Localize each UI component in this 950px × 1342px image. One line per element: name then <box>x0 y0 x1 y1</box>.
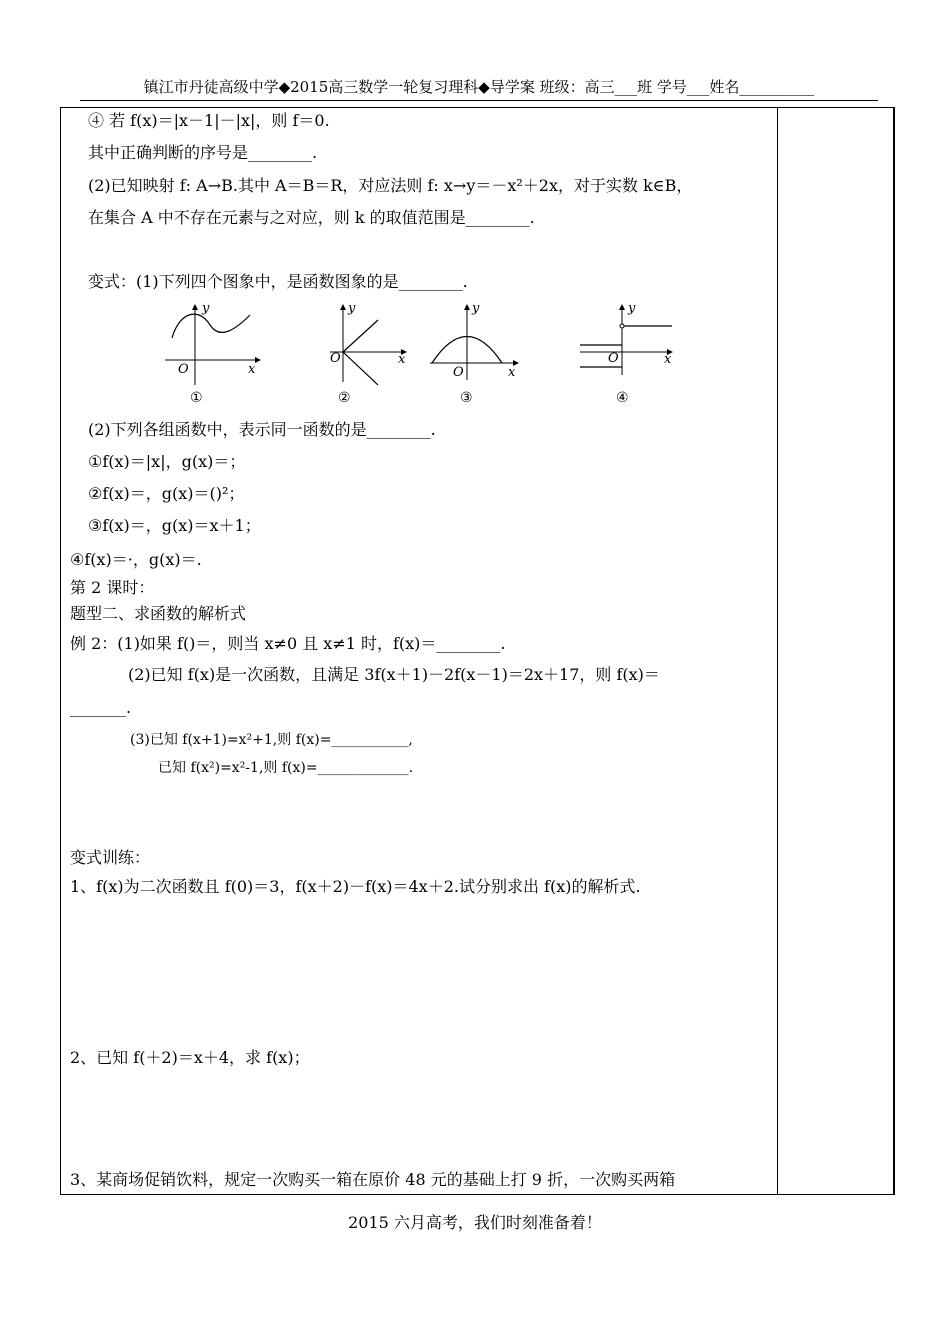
graph-2 <box>330 301 406 406</box>
practice-3: 3、某商场促销饮料，规定一次购买一箱在原价 48 元的基础上打 9 折，一次购买两箱 <box>70 1170 676 1189</box>
variant-2-question: (2)下列各组函数中，表示同一函数的是________. <box>88 420 436 439</box>
page-footer: 2015 六月高考，我们时刻准备着！ <box>348 1213 602 1232</box>
graph-3-x-label: x <box>508 365 516 380</box>
question-2-mapping: (2)已知映射 f: A→B.其中 A＝B＝R，对应法则 f: x→y＝－x²＋2x，对于实数 k∈B， <box>88 176 693 195</box>
question-2-continued: 在集合 A 中不存在元素与之对应，则 k 的取值范围是________. <box>88 208 535 227</box>
graph-1-label: ① <box>190 390 203 406</box>
practice-title: 变式训练： <box>70 848 151 867</box>
graph-4 <box>580 301 672 406</box>
function-graphs <box>150 300 690 412</box>
lesson-2-title: 第 2 课时： <box>70 578 155 597</box>
answer-prompt-1: 其中正确判断的序号是________. <box>88 143 318 162</box>
example-2-part-2: (2)已知 f(x)是一次函数，且满足 3f(x＋1)－2f(x－1)＝2x＋17，则 f(x)＝ <box>128 665 660 684</box>
option-3: ③f(x)＝，g(x)＝x＋1； <box>88 516 261 535</box>
example-2-part-2-blank: _______. <box>70 698 132 717</box>
option-4: ④f(x)＝·，g(x)＝. <box>70 550 202 569</box>
practice-1: 1、f(x)为二次函数且 f(0)＝3，f(x＋2)－f(x)＝4x＋2.试分别求出 f(x)的解析式. <box>70 877 641 896</box>
item-4-statement: ④ 若 f(x)＝|x－1|－|x|，则 f＝0. <box>88 111 330 130</box>
graph-2-origin: O <box>330 351 341 366</box>
graph-4-y-label: y <box>628 301 636 316</box>
example-2-part-3b: 已知 f(x²)=x²-1,则 f(x)=_____________. <box>158 760 414 776</box>
graph-1-origin: O <box>178 362 189 377</box>
example-2-part-1: 例 2：(1)如果 f()＝，则当 x≠0 且 x≠1 时，f(x)＝________. <box>70 634 506 653</box>
option-1: ①f(x)＝|x|，g(x)＝； <box>88 452 246 471</box>
graph-2-label: ② <box>338 390 351 406</box>
topic-title: 题型二、求函数的解析式 <box>70 604 247 623</box>
column-divider <box>777 107 778 1195</box>
page-header: 镇江市丹徒高级中学◆2015高三数学一轮复习理科◆导学案 班级：高三___班 学号___姓名__________ <box>80 76 878 101</box>
graph-3 <box>430 301 518 406</box>
graph-1-y-label: y <box>202 301 210 316</box>
graph-3-origin: O <box>453 365 464 380</box>
graph-3-label: ③ <box>460 390 473 406</box>
graph-2-y-label: y <box>348 301 356 316</box>
graph-4-x-label: x <box>664 352 672 367</box>
graph-1-x-label: x <box>248 362 256 377</box>
graph-4-origin: O <box>608 351 619 366</box>
variant-1-question: 变式：(1)下列四个图象中，是函数图象的是________. <box>88 272 468 291</box>
graph-3-y-label: y <box>472 301 480 316</box>
graph-1 <box>165 301 260 406</box>
option-2: ②f(x)＝，g(x)＝()²； <box>88 484 245 503</box>
column-divider-right <box>894 107 895 1195</box>
practice-2: 2、已知 f(＋2)＝x＋4，求 f(x)； <box>70 1048 310 1067</box>
graph-4-label: ④ <box>616 390 629 406</box>
example-2-part-3: (3)已知 f(x+1)=x²+1,则 f(x)=___________, <box>130 732 413 748</box>
graph-2-x-label: x <box>398 352 406 367</box>
